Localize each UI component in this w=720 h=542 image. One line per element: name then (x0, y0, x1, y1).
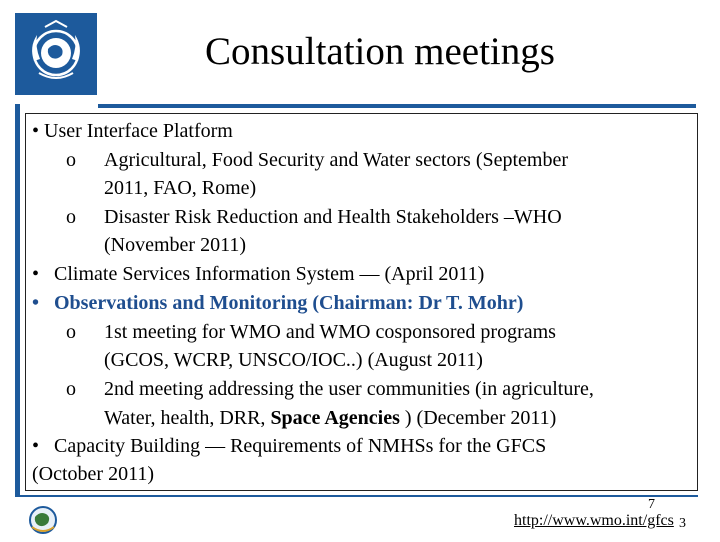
sub-bullet-item (66, 321, 556, 343)
sub-bullet-marker: o (66, 378, 76, 400)
bullet-marker: • (32, 435, 40, 457)
text-segment-bold: Space Agencies (270, 407, 400, 429)
gfcs-globe-icon (26, 503, 60, 537)
bullet-text: Capacity Building — Requirements of NMHSs for the GFCS (54, 435, 547, 457)
continuation-line: 2011, FAO, Rome) (104, 177, 257, 199)
continuation-line: (GCOS, WCRP, UNSCO/IOC..) (August 2011) (104, 349, 483, 371)
sub-bullet-item (66, 206, 562, 228)
left-accent-bar (15, 104, 20, 496)
bullet-text: 2nd meeting addressing the user communities (in agriculture, (104, 378, 594, 400)
overlay-number: 3 (679, 516, 686, 531)
text-segment: ) (December 2011) (399, 407, 557, 429)
title-divider (98, 104, 696, 108)
continuation-line: (October 2011) (32, 463, 154, 485)
bullet-item (32, 120, 233, 142)
bullet-item (32, 263, 484, 285)
bullet-marker: • (32, 263, 40, 285)
sub-bullet-item (66, 378, 594, 400)
slide-title: Consultation meetings (205, 30, 555, 73)
text-segment: Water, health, DRR, (104, 407, 271, 429)
bullet-text: Observations and Monitoring (Chairman: Dr T. Mohr) (54, 292, 524, 314)
page-number: 7 (648, 497, 655, 512)
bullet-text: Disaster Risk Reduction and Health Stakeholders –WHO (104, 206, 562, 228)
sub-bullet-marker: o (66, 206, 76, 228)
continuation-line: (November 2011) (104, 234, 246, 256)
continuation-line (104, 407, 556, 429)
sub-bullet-item (66, 149, 568, 171)
footer-link[interactable]: http://www.wmo.int/gfcs (514, 512, 674, 529)
bullet-item (32, 435, 546, 457)
bullet-text: Climate Services Information System — (April 2011) (54, 263, 485, 285)
bullet-item-highlighted (32, 292, 523, 314)
footer-divider (15, 495, 698, 497)
bullet-text: Agricultural, Food Security and Water sectors (September (104, 149, 569, 171)
bullet-marker: • (32, 120, 40, 142)
wmo-emblem-icon (15, 13, 97, 95)
bullet-text: User Interface Platform (44, 120, 233, 142)
bullet-marker: • (32, 292, 40, 314)
sub-bullet-marker: o (66, 149, 76, 171)
sub-bullet-marker: o (66, 321, 76, 343)
bullet-text: 1st meeting for WMO and WMO cosponsored programs (104, 321, 556, 343)
